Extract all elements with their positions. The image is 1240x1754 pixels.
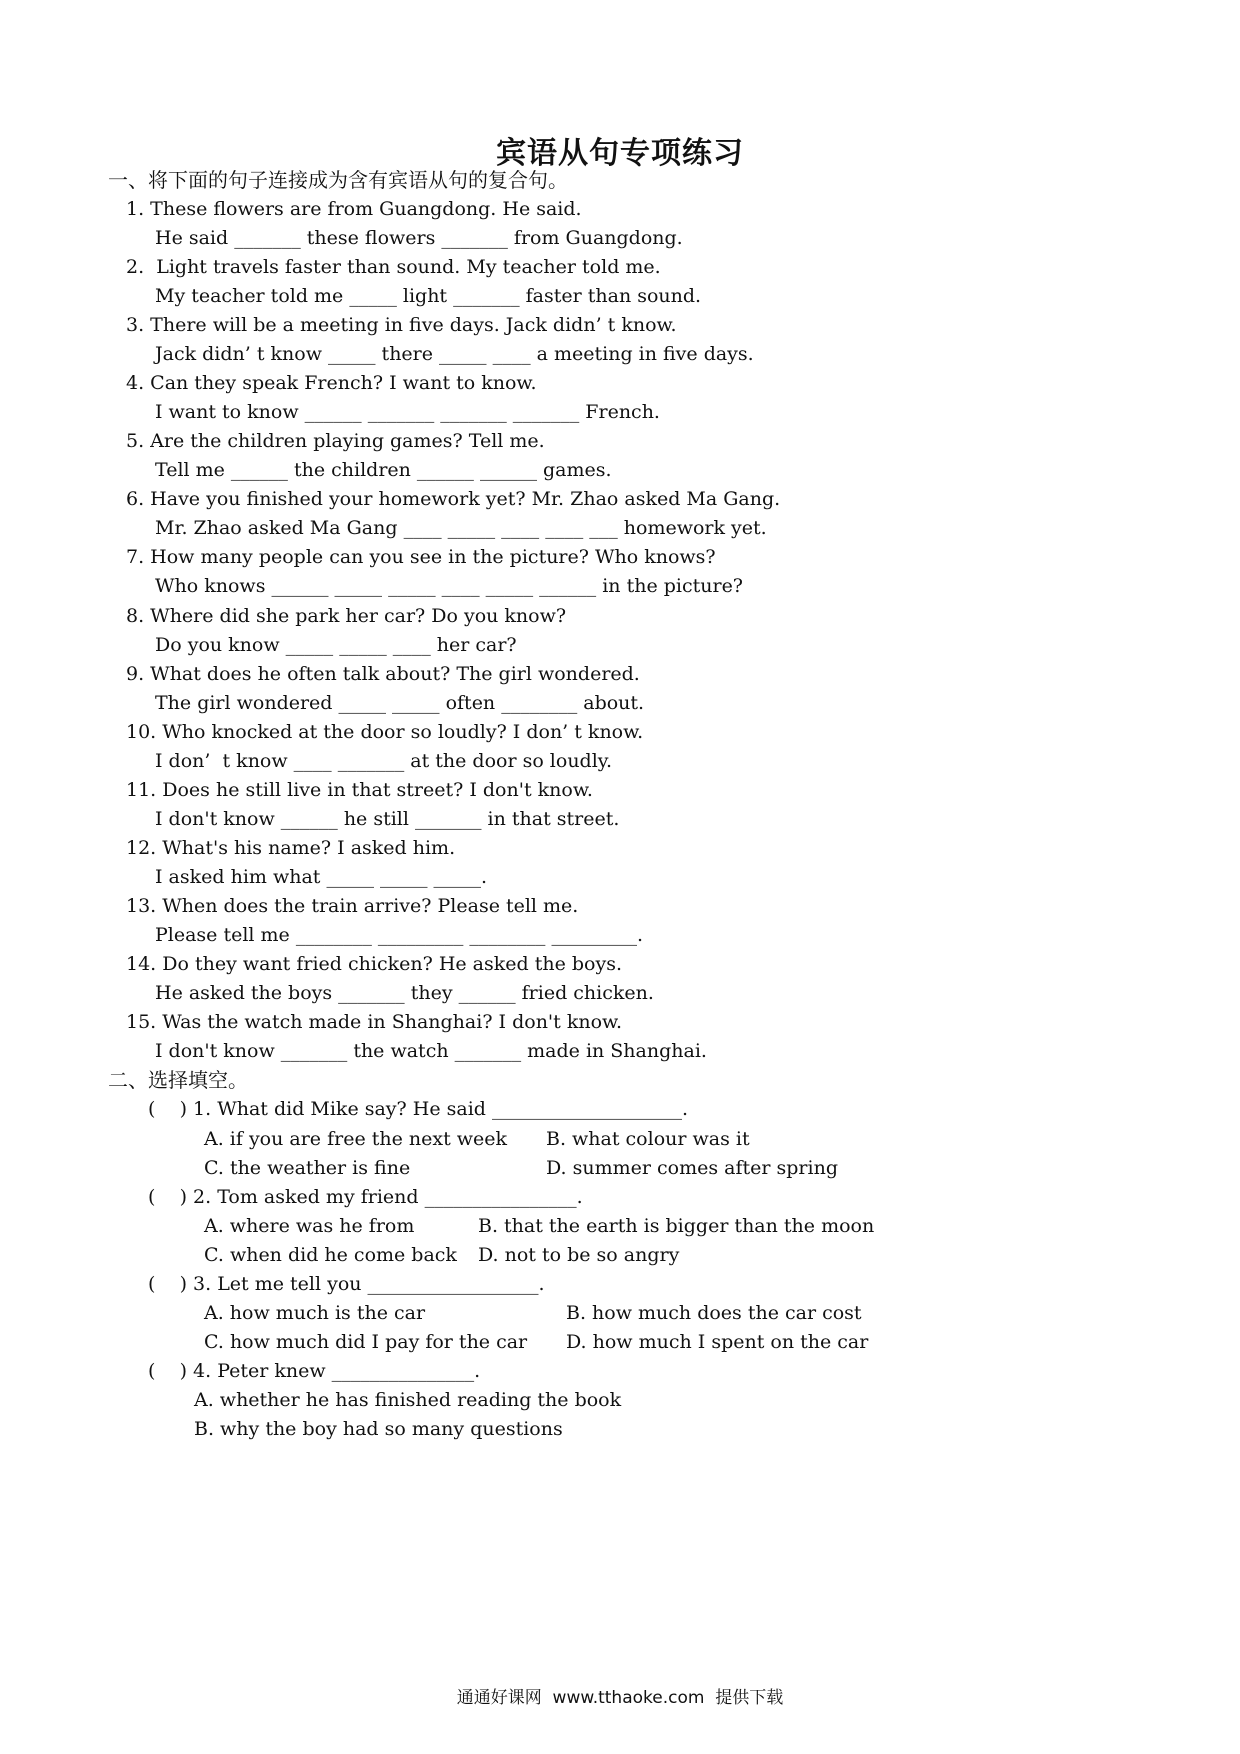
s1-a7: Who knows ______ _____ _____ ____ _____ ______ in the picture? bbox=[155, 575, 743, 597]
s1-a13: Please tell me ________ _________ ________ _________. bbox=[155, 924, 643, 946]
s1-a2: My teacher told me _____ light _______ faster than sound. bbox=[155, 285, 702, 307]
s2-q2-option-a: A. where was he from bbox=[204, 1215, 415, 1237]
s2-q2-stem: ( ) 2. Tom asked my friend ________________. bbox=[148, 1186, 583, 1208]
s2-q3-option-c: C. how much did I pay for the car bbox=[204, 1331, 528, 1353]
s2-q2-option-b: B. that the earth is bigger than the moon bbox=[478, 1215, 875, 1237]
s2-q4-stem: ( ) 4. Peter knew _______________. bbox=[148, 1360, 481, 1382]
s1-a5: Tell me ______ the children ______ ______ games. bbox=[155, 459, 612, 481]
s1-q9: 9. What does he often talk about? The girl wondered. bbox=[126, 663, 640, 685]
s1-a9: The girl wondered _____ _____ often ________ about. bbox=[155, 692, 645, 714]
s1-q1: 1. These flowers are from Guangdong. He said. bbox=[126, 198, 582, 220]
s1-a14: He asked the boys _______ they ______ fried chicken. bbox=[155, 982, 654, 1004]
s1-a15: I don't know _______ the watch _______ made in Shanghai. bbox=[155, 1040, 707, 1062]
s1-q13: 13. When does the train arrive? Please tell me. bbox=[126, 895, 579, 917]
s2-q3-option-b: B. how much does the car cost bbox=[566, 1302, 862, 1324]
s1-q10: 10. Who knocked at the door so loudly? I don’ t know. bbox=[126, 721, 644, 743]
s2-q3-stem: ( ) 3. Let me tell you __________________. bbox=[148, 1273, 545, 1295]
s2-q4-option-a: A. whether he has finished reading the book bbox=[194, 1389, 622, 1411]
s1-a1: He said _______ these flowers _______ from Guangdong. bbox=[155, 227, 683, 249]
s2-q1-option-d: D. summer comes after spring bbox=[546, 1157, 838, 1179]
s1-a12: I asked him what _____ _____ _____. bbox=[155, 866, 488, 888]
s1-a6: Mr. Zhao asked Ma Gang ____ _____ ____ ____ ___ homework yet. bbox=[155, 517, 767, 539]
s1-q12: 12. What's his name? I asked him. bbox=[126, 837, 456, 859]
s1-q2: 2. Light travels faster than sound. My teacher told me. bbox=[126, 256, 661, 278]
s2-q1-stem: ( ) 1. What did Mike say? He said ____________________. bbox=[148, 1098, 689, 1120]
s1-q7: 7. How many people can you see in the picture? Who knows? bbox=[126, 546, 716, 568]
s2-q2-option-c: C. when did he come back bbox=[204, 1244, 457, 1266]
s1-q14: 14. Do they want fried chicken? He asked the boys. bbox=[126, 953, 622, 975]
s2-q3-option-a: A. how much is the car bbox=[204, 1302, 426, 1324]
s1-a3: Jack didn’ t know _____ there _____ ____ a meeting in five days. bbox=[155, 343, 754, 365]
page-title: 宾语从句专项练习 bbox=[496, 136, 744, 171]
s1-q6: 6. Have you finished your homework yet? Mr. Zhao asked Ma Gang. bbox=[126, 488, 781, 510]
s1-q8: 8. Where did she park her car? Do you know? bbox=[126, 605, 567, 627]
s2-q1-option-b: B. what colour was it bbox=[546, 1128, 750, 1150]
footer-source: 通通好课网 www.tthaoke.com 提供下载 bbox=[456, 1688, 784, 1708]
s1-a10: I don’ t know ____ _______ at the door so loudly. bbox=[155, 750, 613, 772]
s1-a8: Do you know _____ _____ ____ her car? bbox=[155, 634, 517, 656]
s2-q2-option-d: D. not to be so angry bbox=[478, 1244, 680, 1266]
s2-q3-option-d: D. how much I spent on the car bbox=[566, 1331, 869, 1353]
s1-q4: 4. Can they speak French? I want to know. bbox=[126, 372, 537, 394]
s1-q3: 3. There will be a meeting in five days. Jack didn’ t know. bbox=[126, 314, 677, 336]
s1-a11: I don't know ______ he still _______ in that street. bbox=[155, 808, 620, 830]
s2-q1-option-c: C. the weather is fine bbox=[204, 1157, 411, 1179]
section2-heading: 二、选择填空。 bbox=[108, 1068, 248, 1092]
s2-q4-option-b: B. why the boy had so many questions bbox=[194, 1418, 563, 1440]
s1-a4: I want to know ______ _______ _______ _______ French. bbox=[155, 401, 660, 423]
section1-heading: 一、将下面的句子连接成为含有宾语从句的复合句。 bbox=[108, 168, 568, 192]
s1-q5: 5. Are the children playing games? Tell me. bbox=[126, 430, 545, 452]
s1-q15: 15. Was the watch made in Shanghai? I don't know. bbox=[126, 1011, 623, 1033]
s1-q11: 11. Does he still live in that street? I don't know. bbox=[126, 779, 593, 801]
s2-q1-option-a: A. if you are free the next week bbox=[204, 1128, 508, 1150]
